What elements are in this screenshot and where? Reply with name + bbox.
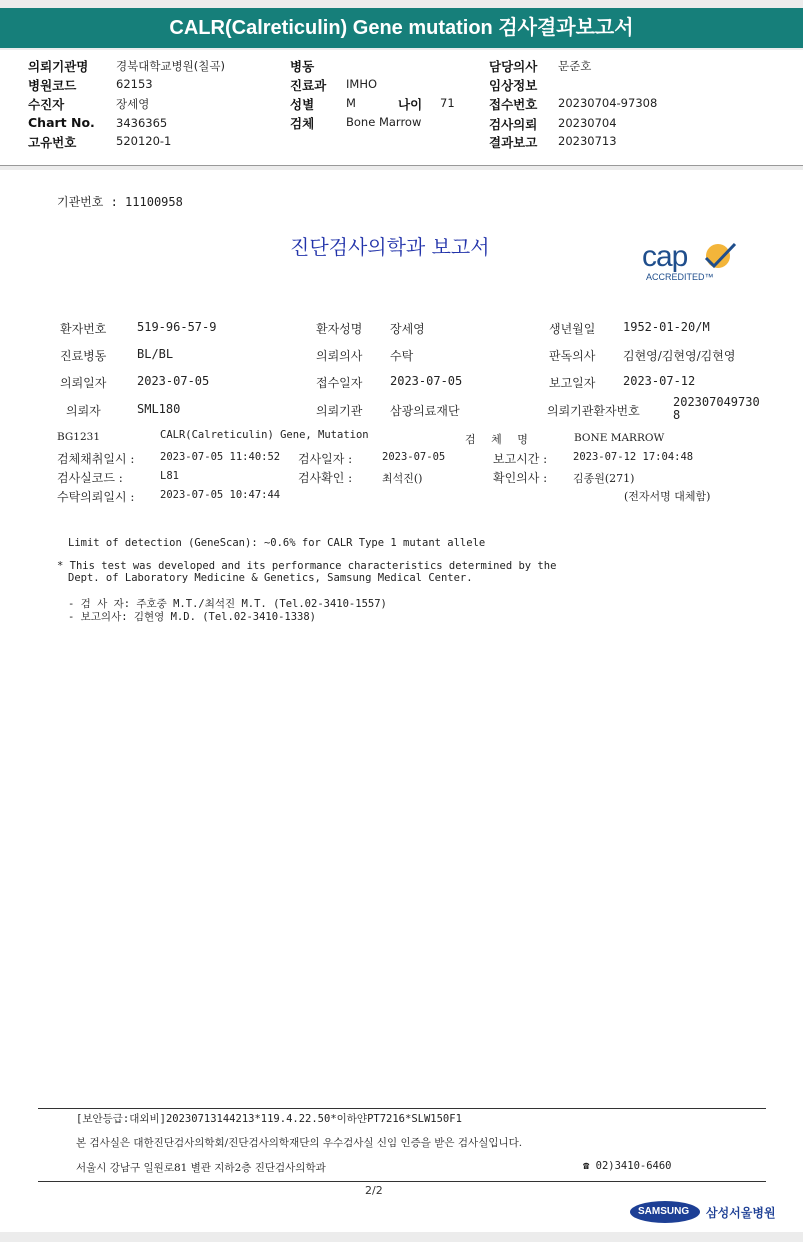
field-value: 519-96-57-9 — [137, 320, 217, 334]
header-label: 수진자 — [28, 97, 65, 112]
field-label: 의뢰의사 — [316, 349, 363, 363]
detail-value: 2023-07-05 11:40:52 — [160, 451, 281, 463]
detail-value: 2023-07-05 — [382, 451, 446, 463]
field-label: 환자번호 — [60, 322, 107, 336]
detail-label: 보고시간 : — [493, 452, 548, 466]
field-label: 보고일자 — [549, 376, 596, 390]
detail-value: 2023-07-12 17:04:48 — [573, 451, 694, 463]
header-label: Chart No. — [28, 115, 95, 130]
header-label: 의뢰기관명 — [28, 59, 89, 74]
header-label: 접수번호 — [489, 97, 538, 112]
header-label: 진료과 — [290, 78, 327, 93]
report-title-bar: CALR(Calreticulin) Gene mutation 검사결과보고서 — [0, 8, 803, 48]
test-name: CALR(Calreticulin) Gene, Mutation — [160, 429, 369, 441]
field-value-wrap: 8 — [673, 408, 681, 422]
header-label: 나이 — [398, 97, 423, 112]
field-label: 생년월일 — [549, 322, 596, 336]
header-value: 3436365 — [116, 116, 168, 130]
field-value: 삼광의료재단 — [390, 404, 460, 418]
field-value: 수탁 — [390, 349, 414, 363]
field-value: 장세영 — [390, 322, 425, 336]
field-label: 판독의사 — [549, 349, 596, 363]
phone-line: ☎ 02)3410-6460 — [583, 1160, 672, 1172]
address-line: 서울시 강남구 일원로81 별관 지하2층 진단검사의학과 — [76, 1162, 326, 1174]
header-value: Bone Marrow — [346, 115, 422, 129]
field-value: 김현영/김현영/김현영 — [623, 349, 736, 363]
detail-label: 수탁의뢰일시 : — [57, 490, 135, 504]
field-value: 202307049730 — [673, 395, 760, 409]
header-value: M — [346, 96, 356, 110]
header-label: 고유번호 — [28, 135, 77, 150]
patient-header — [0, 50, 803, 166]
page-number: 2/2 — [365, 1184, 383, 1197]
detail-label: 검사일자 : — [298, 452, 353, 466]
esign-note: (전자서명 대체함) — [624, 490, 711, 503]
header-value: IMHO — [346, 77, 378, 91]
samsung-logo — [630, 1201, 700, 1223]
security-line: [보안등급:대외비]20230713144213*119.4.22.50*이하얀PT7216*SLW150F1 — [76, 1113, 462, 1125]
footer-rule-bottom — [38, 1181, 766, 1182]
limit-of-detection: Limit of detection (GeneScan): ~0.6% for CALR Type 1 mutant allele — [68, 537, 486, 549]
cap-sub: ACCREDITED™ — [646, 272, 714, 282]
report-title: 진단검사의학과 보고서 — [290, 235, 490, 259]
field-value: 2023-07-12 — [623, 374, 696, 388]
header-label: 병동 — [290, 59, 315, 74]
cap-accredited-logo — [640, 238, 740, 286]
institution-number: 기관번호 : 11100958 — [57, 195, 183, 209]
header-label: 성별 — [290, 97, 315, 112]
header-label: 병원코드 — [28, 78, 77, 93]
header-label: 검체 — [290, 116, 315, 131]
specimen-label: 검 체 명 — [465, 433, 534, 446]
field-value: 2023-07-05 — [390, 374, 463, 388]
header-label: 임상정보 — [489, 78, 538, 93]
certification-line: 본 검사실은 대한진단검사의학회/진단검사의학재단의 우수검사실 신임 인증을 받은 검사실입니다. — [76, 1137, 523, 1149]
header-value: 62153 — [116, 77, 153, 91]
header-label: 결과보고 — [489, 135, 538, 150]
detail-value: 2023-07-05 10:47:44 — [160, 489, 281, 501]
report-sheet — [0, 170, 803, 1232]
header-value: 문준호 — [558, 59, 592, 73]
field-label: 의뢰자 — [66, 404, 101, 418]
samsung-logo-text: SAMSUNG — [638, 1206, 690, 1217]
header-value: 20230704 — [558, 116, 617, 130]
detail-label: 검사확인 : — [298, 471, 353, 485]
field-label: 환자성명 — [316, 322, 363, 336]
detail-label: 확인의사 : — [493, 471, 548, 485]
header-value: 20230704-97308 — [558, 96, 658, 110]
field-label: 의뢰기관 — [316, 404, 363, 418]
specimen-value: BONE MARROW — [574, 432, 665, 444]
header-label: 담당의사 — [489, 59, 538, 74]
test-code: BG1231 — [57, 431, 101, 443]
header-label: 검사의뢰 — [489, 117, 538, 132]
field-value: SML180 — [137, 402, 181, 416]
field-label: 의뢰기관환자번호 — [547, 404, 640, 418]
header-value: 71 — [440, 96, 455, 110]
header-value: 20230713 — [558, 134, 617, 148]
method-note: * This test was developed and its performance characteristics determined by the — [57, 560, 557, 572]
field-value: 2023-07-05 — [137, 374, 210, 388]
cap-word: cap — [642, 240, 688, 273]
detail-value: 최석진() — [382, 472, 423, 485]
detail-label: 검사실코드 : — [57, 471, 123, 485]
field-label: 진료병동 — [60, 349, 107, 363]
field-value: BL/BL — [137, 347, 174, 361]
header-value: 장세영 — [116, 97, 150, 111]
field-label: 의뢰일자 — [60, 376, 107, 390]
footer-rule-top — [38, 1108, 766, 1109]
staff-line: - 검 사 자: 주호중 M.T./최석진 M.T. (Tel.02-3410-1557) — [68, 598, 387, 610]
method-note: Dept. of Laboratory Medicine & Genetics, Samsung Medical Center. — [68, 572, 473, 584]
hospital-name: 삼성서울병원 — [706, 1206, 776, 1220]
detail-value: L81 — [160, 470, 179, 482]
header-value: 520120-1 — [116, 134, 172, 148]
staff-line: - 보고의사: 김현영 M.D. (Tel.02-3410-1338) — [68, 611, 317, 623]
detail-label: 검체채취일시 : — [57, 452, 135, 466]
field-value: 1952-01-20/M — [623, 320, 710, 334]
field-label: 접수일자 — [316, 376, 363, 390]
header-value: 경북대학교병원(칠곡) — [116, 59, 225, 73]
detail-value: 김종원(271) — [573, 472, 635, 485]
